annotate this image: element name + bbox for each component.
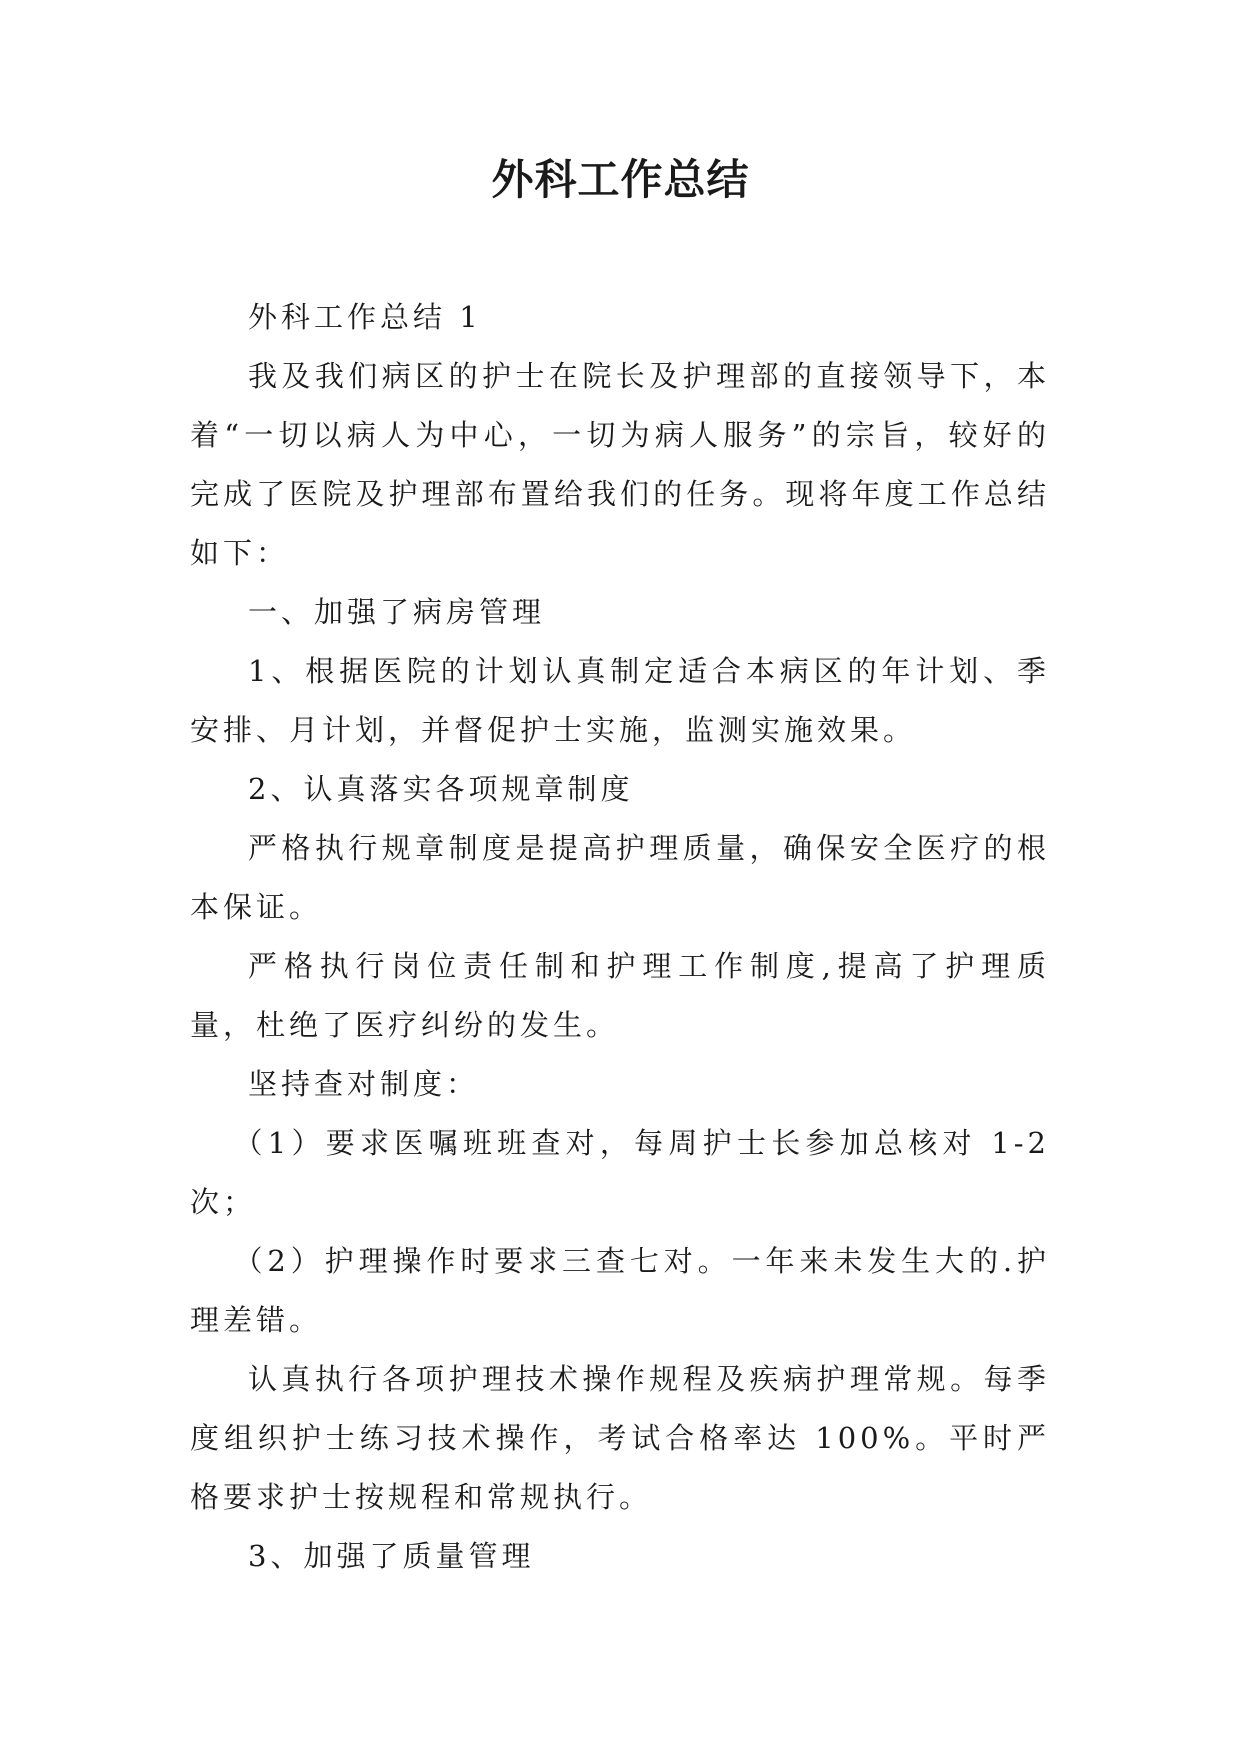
paragraph-check-system: 坚持查对制度： [248, 1067, 480, 1101]
paragraph-item-1: 1、根据医院的计划认真制定适合本病区的年计划、季安排、月计划，并督促护士实施，监测实施效果。 [190, 654, 1050, 747]
paragraph-check-1: （1）要求医嘱班班查对，每周护士长参加总核对 1-2 次； [190, 1126, 1050, 1219]
paragraph-item-2: 2、认真落实各项规章制度 [248, 772, 634, 806]
document-title: 外科工作总结 [491, 155, 750, 204]
paragraph-responsibility: 严格执行岗位责任制和护理工作制度,提高了护理质量，杜绝了医疗纠纷的发生。 [190, 949, 1050, 1042]
section-heading-ward-management: 一、加强了病房管理 [248, 595, 546, 629]
paragraph-intro: 我及我们病区的护士在院长及护理部的直接领导下，本着“一切以病人为中心，一切为病人服务”的宗旨，较好的完成了医院及护理部布置给我们的任务。现将年度工作总结如下： [190, 359, 1050, 570]
paragraph-rules: 严格执行规章制度是提高护理质量，确保安全医疗的根本保证。 [190, 831, 1050, 924]
paragraph-technique: 认真执行各项护理技术操作规程及疾病护理常规。每季度组织护士练习技术操作，考试合格率达 100%。平时严格要求护士按规程和常规执行。 [190, 1362, 1050, 1514]
paragraph-subtitle: 外科工作总结 1 [248, 300, 482, 334]
paragraph-item-3: 3、加强了质量管理 [248, 1539, 535, 1573]
document-body [190, 288, 1050, 1586]
paragraph-check-2: （2）护理操作时要求三查七对。一年来未发生大的.护理差错。 [190, 1244, 1050, 1337]
